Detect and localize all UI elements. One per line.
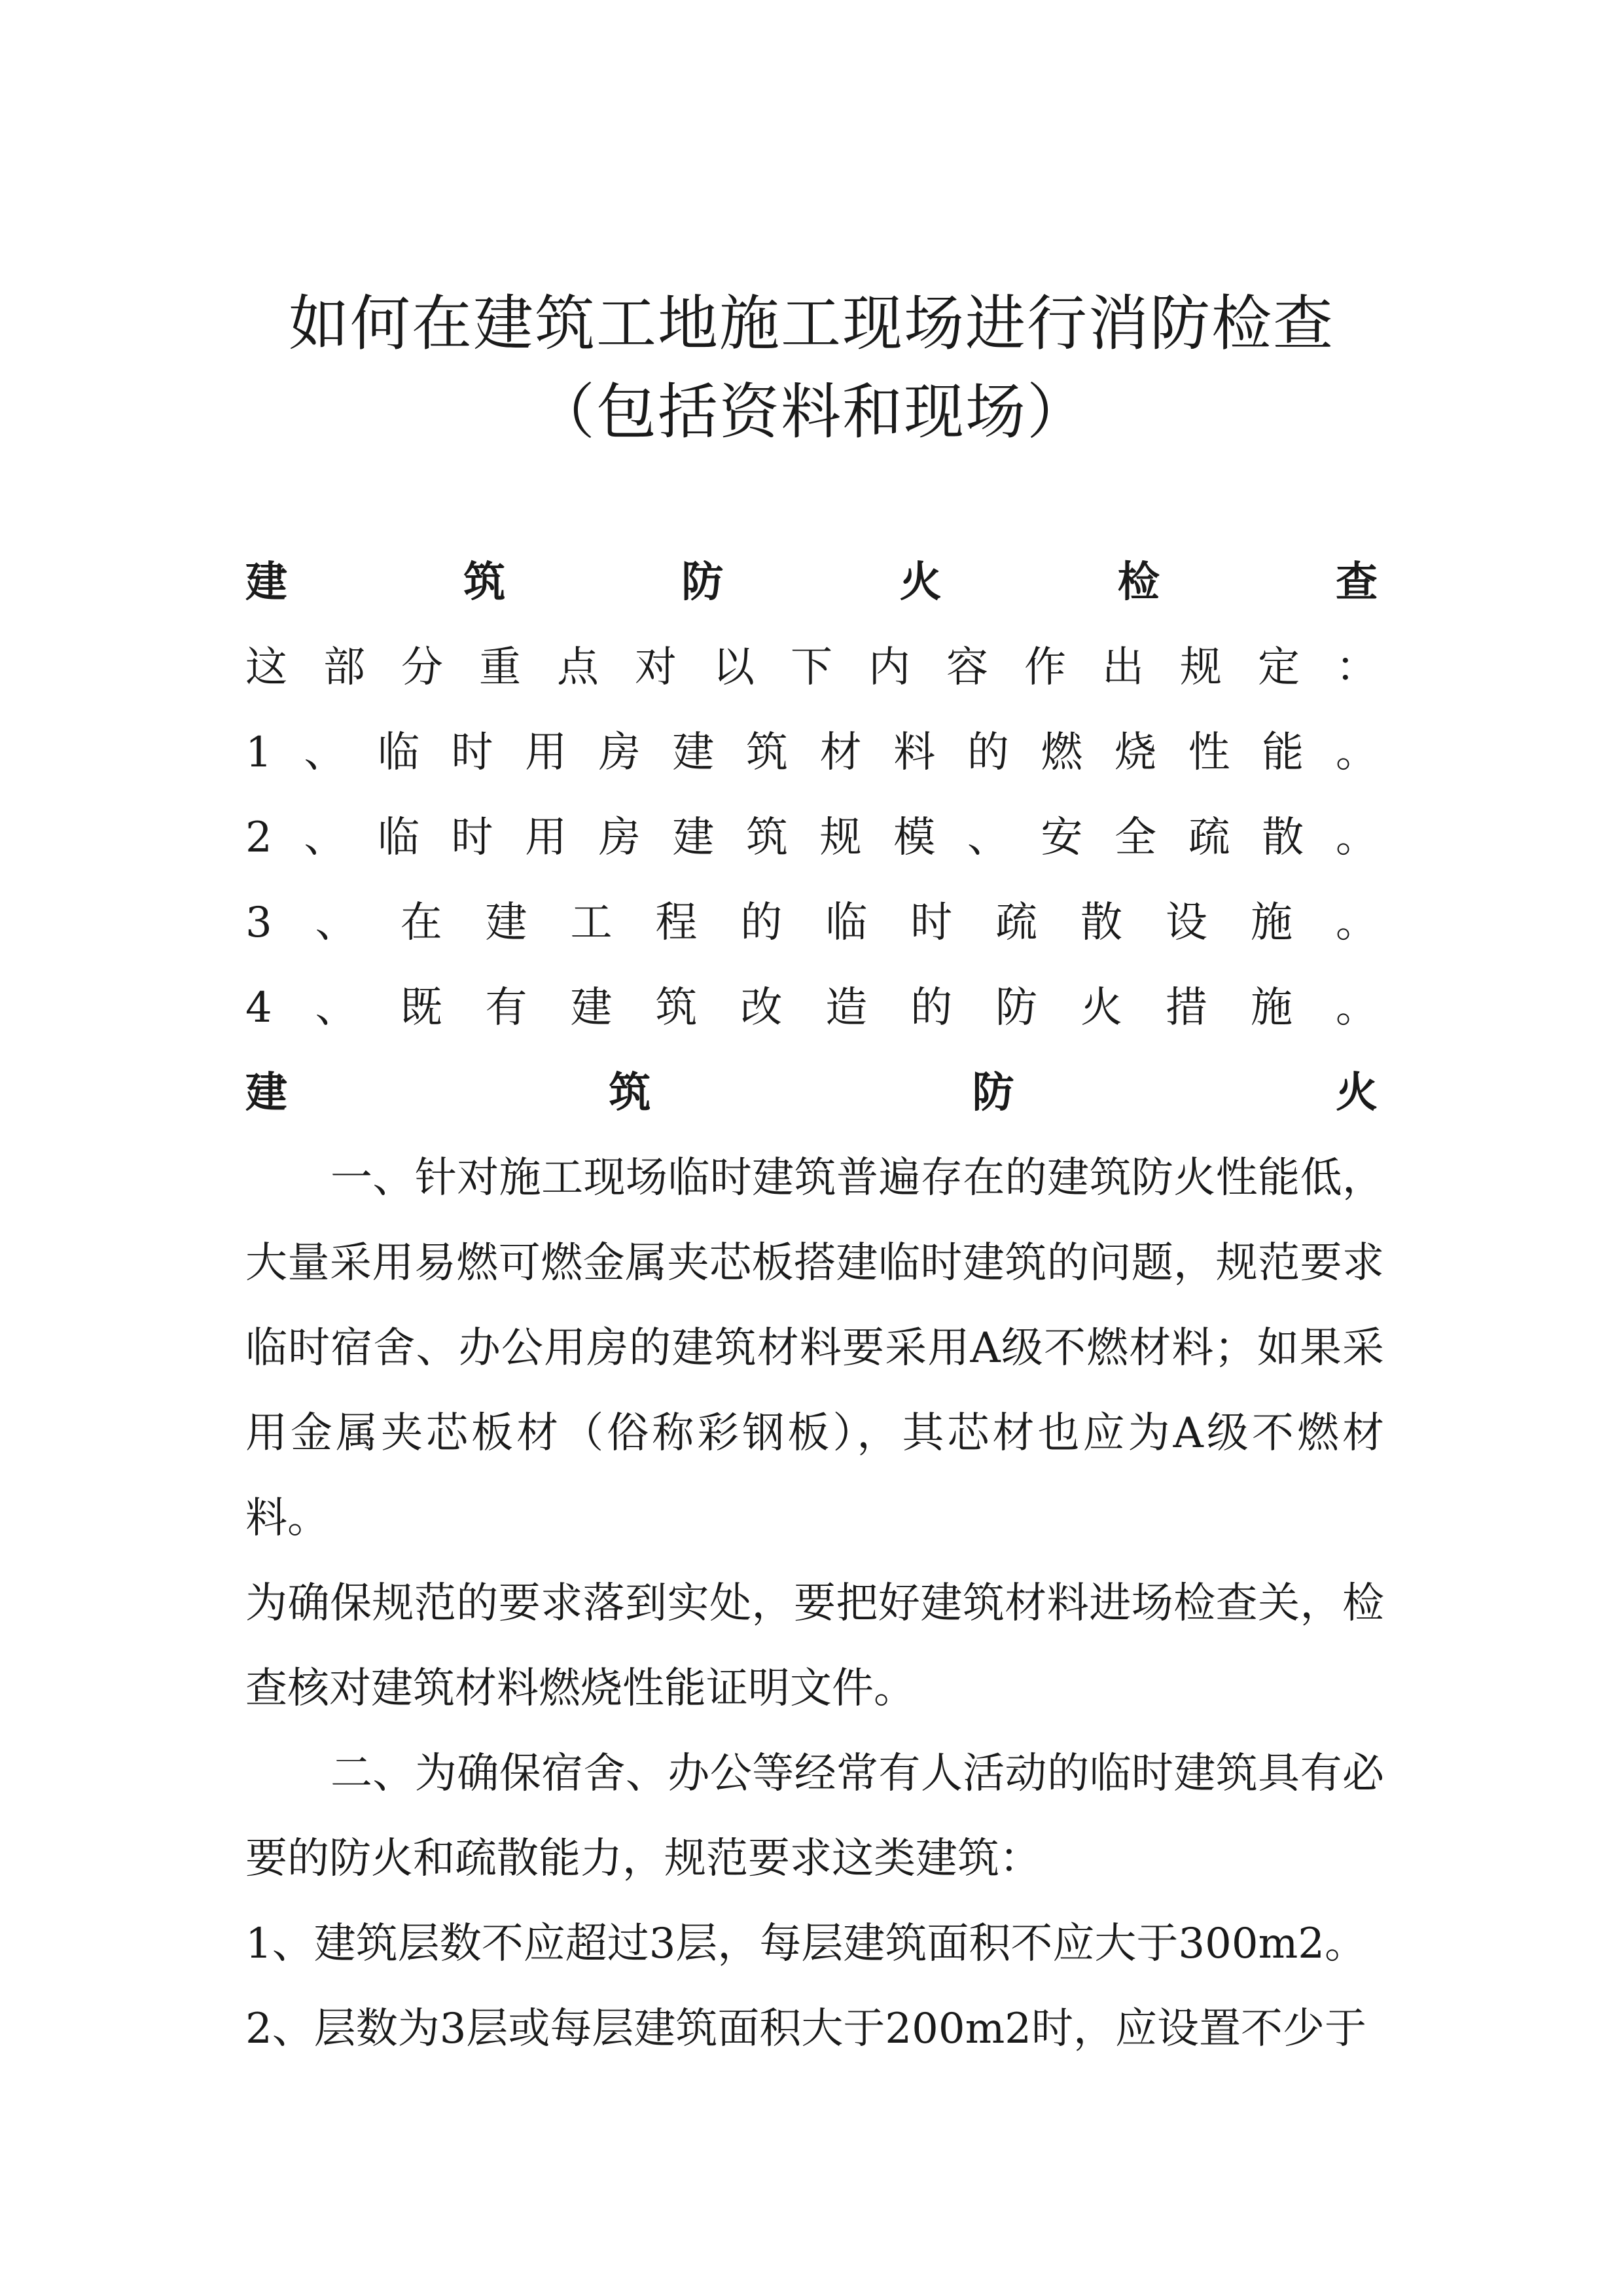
- char: 规: [1180, 643, 1222, 692]
- list-item-3: [245, 897, 1378, 949]
- char: 有: [485, 984, 527, 1032]
- section-heading-fire-prevention: [245, 1067, 1378, 1119]
- char: 设: [1166, 899, 1208, 947]
- char: 性: [1188, 728, 1230, 777]
- paragraph-5: 2、层数为3层或每层建筑面积大于200m2时，应设置不少于: [245, 2005, 1366, 2053]
- char: 4: [245, 984, 272, 1032]
- char: 、: [304, 814, 346, 862]
- char: 下: [791, 643, 832, 692]
- char: 既: [400, 984, 442, 1032]
- char: 查: [1335, 558, 1378, 607]
- char: 房: [598, 814, 641, 862]
- char: 改: [740, 984, 783, 1032]
- char: 容: [946, 643, 988, 692]
- char: 、: [967, 814, 1009, 862]
- char: 规: [819, 814, 862, 862]
- char: 能: [1262, 728, 1304, 777]
- char: 疏: [1188, 814, 1230, 862]
- char: 建: [570, 984, 613, 1032]
- char: 火: [1335, 1068, 1378, 1117]
- char: 出: [1102, 643, 1144, 692]
- char: 临: [377, 814, 419, 862]
- char: 内: [868, 643, 910, 692]
- paragraph-3: 二、为确保宿舍、办公等经常有人活动的临时建筑具有必要的防火和疏散能力，规范要求这类建筑：: [245, 1749, 1384, 1883]
- char: 散: [1262, 814, 1304, 862]
- document-title-line-1: 如何在建筑工地施工现场进行消防检查: [288, 289, 1334, 359]
- char: 临: [377, 728, 419, 777]
- char: 的: [967, 728, 1009, 777]
- char: 2: [245, 814, 272, 862]
- paragraph-2: 为确保规范的要求落到实处，要把好建筑材料进场检查关，检查核对建筑材料燃烧性能证明文件。: [245, 1579, 1384, 1713]
- char: 的: [740, 899, 783, 947]
- char: 措: [1166, 984, 1208, 1032]
- char: 这: [245, 643, 287, 692]
- paragraph-1: 一、针对施工现场临时建筑普遍存在的建筑防火性能低，大量采用易燃可燃金属夹芯板搭建临时建筑的问题，规范要求临时宿舍、办公用房的建筑材料要采用A级不燃材料；如果采用金属夹芯板材（俗称彩钢板），其芯材也应为A级不燃材料。: [245, 1154, 1384, 1543]
- char: 筑: [745, 814, 788, 862]
- char: 以: [713, 643, 755, 692]
- char: 施: [1250, 899, 1293, 947]
- list-item-1: [245, 726, 1378, 779]
- list-item-4: [245, 982, 1378, 1034]
- char: 3: [245, 899, 272, 947]
- char: 烧: [1115, 728, 1157, 777]
- char: 。: [1335, 728, 1378, 777]
- char: 材: [819, 728, 862, 777]
- char: 时: [451, 814, 493, 862]
- char: 筑: [463, 558, 506, 607]
- char: 。: [1335, 814, 1378, 862]
- char: 建: [485, 899, 527, 947]
- char: 工: [570, 899, 613, 947]
- char: 造: [825, 984, 868, 1032]
- char: 程: [655, 899, 698, 947]
- char: 火: [899, 558, 942, 607]
- char: 用: [525, 728, 567, 777]
- char: 重: [479, 643, 521, 692]
- char: 防: [995, 984, 1038, 1032]
- char: 定: [1258, 643, 1300, 692]
- char: 临: [825, 899, 868, 947]
- char: 建: [245, 558, 287, 607]
- char: 1: [245, 728, 272, 777]
- char: 部: [323, 643, 365, 692]
- char: ：: [1336, 643, 1378, 692]
- char: 。: [1335, 984, 1378, 1032]
- char: 的: [910, 984, 953, 1032]
- char: 筑: [655, 984, 698, 1032]
- char: 在: [400, 899, 442, 947]
- char: 、: [315, 899, 357, 947]
- char: 分: [401, 643, 443, 692]
- char: 、: [304, 728, 346, 777]
- document-title-line-2: （包括资料和现场）: [534, 377, 1088, 447]
- char: 疏: [995, 899, 1038, 947]
- char: 建: [672, 728, 715, 777]
- char: 施: [1250, 984, 1293, 1032]
- char: 筑: [745, 728, 788, 777]
- char: 作: [1024, 643, 1066, 692]
- char: 全: [1115, 814, 1157, 862]
- char: 对: [635, 643, 677, 692]
- char: 建: [245, 1068, 287, 1117]
- list-item-2: [245, 812, 1378, 864]
- char: 点: [557, 643, 599, 692]
- char: 模: [893, 814, 936, 862]
- char: 房: [598, 728, 641, 777]
- char: 建: [672, 814, 715, 862]
- char: 筑: [609, 1068, 651, 1117]
- intro-line: [245, 641, 1378, 694]
- char: 时: [451, 728, 493, 777]
- char: 防: [972, 1068, 1014, 1117]
- char: 安: [1041, 814, 1083, 862]
- paragraph-4: 1、建筑层数不应超过3层，每层建筑面积不应大于300m2。: [245, 1920, 1366, 1968]
- char: 用: [525, 814, 567, 862]
- section-heading-fire-check: [245, 556, 1378, 609]
- char: 燃: [1041, 728, 1083, 777]
- char: 料: [893, 728, 936, 777]
- char: 防: [681, 558, 724, 607]
- char: 火: [1080, 984, 1123, 1032]
- char: 散: [1080, 899, 1123, 947]
- char: 。: [1335, 899, 1378, 947]
- char: 时: [910, 899, 953, 947]
- char: 检: [1117, 558, 1160, 607]
- char: 、: [315, 984, 357, 1032]
